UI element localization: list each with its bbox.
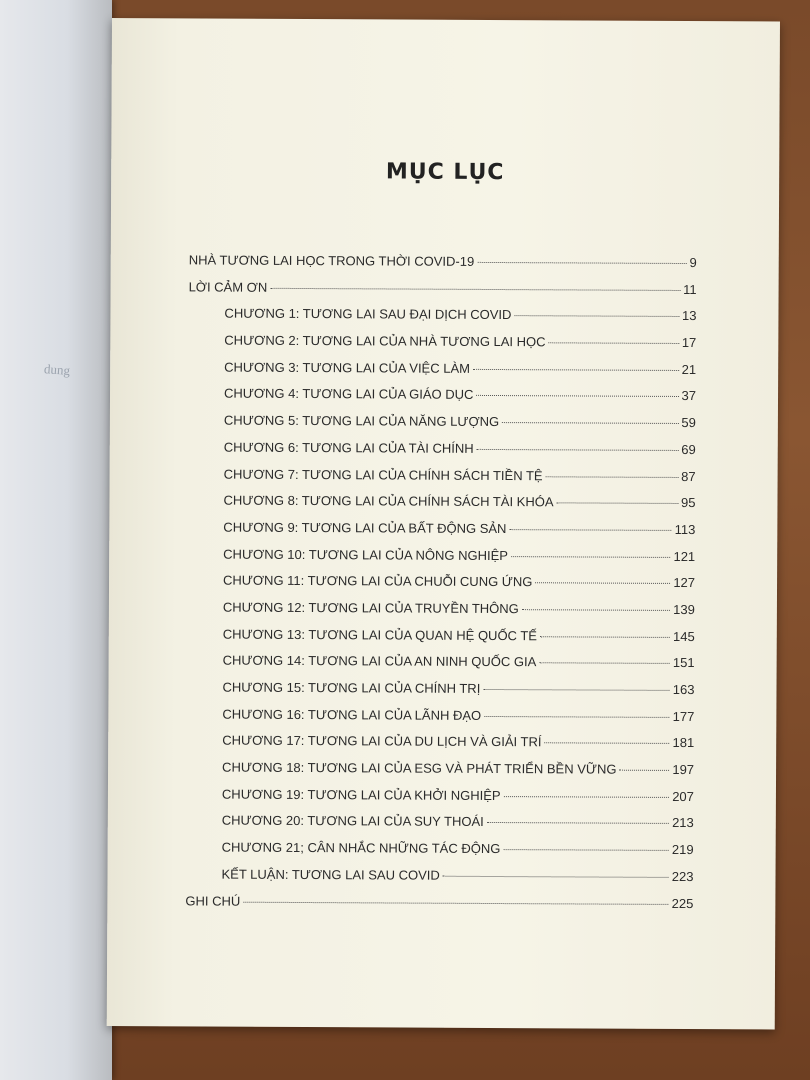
dot-leader: [535, 582, 670, 584]
toc-entry-label: CHƯƠNG 12: TƯƠNG LAI CỦA TRUYỀN THÔNG: [222, 599, 519, 617]
toc-entry-page-number: 95: [680, 495, 696, 511]
toc-entry: [188, 332, 696, 361]
toc-entry-page-number: 213: [672, 815, 694, 831]
toc-entry: [186, 706, 694, 735]
toc-entry-page-number: 181: [672, 735, 695, 751]
toc-entry-label: CHƯƠNG 17: TƯƠNG LAI CỦA DU LỊCH VÀ GIẢI TRÍ: [222, 732, 542, 750]
toc-entry: [187, 653, 695, 682]
dot-leader: [477, 449, 679, 451]
bleed-through-text: dung: [43, 361, 71, 378]
toc-entry: [187, 546, 695, 575]
toc-entry-label: CHƯƠNG 7: TƯƠNG LAI CỦA CHÍNH SÁCH TIỀN TỆ: [223, 466, 543, 483]
dot-leader: [487, 822, 669, 824]
toc-entry: [188, 466, 696, 495]
toc-entry-page-number: 177: [672, 708, 695, 724]
toc-entry-label: CHƯƠNG 4: TƯƠNG LAI CỦA GIÁO DỤC: [223, 386, 474, 403]
toc-entry: [186, 733, 694, 762]
toc-entry-label: CHƯƠNG 16: TƯƠNG LAI CỦA LÃNH ĐẠO: [222, 706, 482, 723]
toc-entry: [187, 599, 695, 628]
dot-leader: [504, 796, 670, 798]
book-page: [107, 18, 780, 1029]
toc-entry: [188, 359, 696, 388]
table-of-contents: [185, 252, 696, 922]
toc-entry-label: CHƯƠNG 19: TƯƠNG LAI CỦA KHỞI NGHIỆP: [221, 786, 501, 803]
toc-entry: [185, 893, 693, 922]
toc-entry: [187, 626, 695, 655]
toc-entry-page-number: 121: [673, 548, 696, 564]
dot-leader: [484, 716, 669, 718]
toc-entry-page-number: 225: [671, 895, 694, 911]
facing-page: [0, 0, 112, 1080]
toc-entry-label: GHI CHÚ: [185, 892, 241, 909]
dot-leader: [544, 743, 669, 745]
toc-entry: [187, 573, 695, 602]
dot-leader: [243, 901, 668, 904]
toc-entry-page-number: 11: [683, 281, 697, 297]
toc-entry: [186, 786, 694, 815]
dot-leader: [270, 288, 680, 291]
toc-entry-page-number: 207: [672, 788, 694, 804]
toc-entry-page-number: 151: [672, 655, 695, 671]
toc-entry-page-number: 223: [671, 868, 694, 884]
toc-entry-label: CHƯƠNG 6: TƯƠNG LAI CỦA TÀI CHÍNH: [223, 439, 474, 456]
toc-entry-label: NHÀ TƯƠNG LAI HỌC TRONG THỜI COVID-19: [188, 252, 475, 269]
toc-entry-page-number: 197: [672, 762, 695, 778]
dot-leader: [619, 770, 669, 771]
toc-entry-label: CHƯƠNG 21; CÂN NHẮC NHỮNG TÁC ĐỘNG: [221, 839, 501, 857]
toc-entry-label: CHƯƠNG 3: TƯƠNG LAI CỦA VIỆC LÀM: [224, 359, 471, 376]
dot-leader: [514, 315, 679, 317]
dot-leader: [540, 636, 670, 638]
toc-entry-label: CHƯƠNG 10: TƯƠNG LAI CỦA NÔNG NGHIỆP: [223, 546, 509, 563]
toc-entry-page-number: 113: [674, 521, 696, 537]
toc-entry-page-number: 69: [681, 441, 696, 457]
toc-entry-label: CHƯƠNG 1: TƯƠNG LAI SAU ĐẠI DỊCH COVID: [224, 305, 512, 323]
toc-entry-page-number: 87: [681, 468, 696, 484]
toc-entry-page-number: 219: [671, 842, 694, 858]
toc-entry-page-number: 13: [681, 308, 697, 324]
dot-leader: [511, 556, 670, 558]
toc-entry: [188, 279, 696, 308]
toc-entry-label: CHƯƠNG 20: TƯƠNG LAI CỦA SUY THOÁI: [221, 813, 484, 830]
toc-entry: [187, 493, 695, 522]
toc-entry-page-number: 139: [673, 601, 695, 617]
dot-leader: [502, 422, 678, 424]
dot-leader: [522, 609, 670, 611]
toc-entry: [186, 813, 694, 842]
toc-entry-page-number: 163: [672, 681, 695, 698]
toc-entry: [188, 439, 696, 468]
dot-leader: [443, 876, 669, 878]
toc-entry-page-number: 145: [673, 628, 695, 644]
toc-entry: [189, 252, 697, 281]
toc-entry: [188, 306, 696, 335]
toc-entry-page-number: 21: [681, 361, 697, 377]
dot-leader: [509, 529, 671, 531]
dot-leader: [557, 503, 678, 505]
toc-entry: [186, 840, 694, 869]
toc-entry-page-number: 17: [681, 335, 697, 351]
page-title: MỤC LỤC: [385, 159, 505, 186]
dot-leader: [476, 395, 678, 397]
toc-entry-label: CHƯƠNG 14: TƯƠNG LAI CỦA AN NINH QUỐC GIA: [222, 652, 537, 670]
toc-entry-page-number: 37: [681, 388, 697, 404]
toc-entry-label: LỜI CẢM ƠN: [188, 279, 268, 295]
dot-leader: [546, 476, 679, 478]
dot-leader: [473, 369, 679, 371]
dot-leader: [539, 663, 670, 665]
toc-entry: [185, 866, 693, 895]
dot-leader: [549, 342, 679, 344]
toc-entry: [188, 413, 696, 442]
toc-entry-label: CHƯƠNG 5: TƯƠNG LAI CỦA NĂNG LƯỢNG: [223, 412, 500, 430]
toc-entry-label: CHƯƠNG 9: TƯƠNG LAI CỦA BẤT ĐỘNG SẢN: [223, 519, 507, 536]
toc-entry-label: CHƯƠNG 8: TƯƠNG LAI CỦA CHÍNH SÁCH TÀI KHÓA: [223, 492, 554, 510]
toc-entry-page-number: 127: [673, 575, 696, 591]
toc-entry-label: CHƯƠNG 13: TƯƠNG LAI CỦA QUAN HỆ QUỐC TẾ: [222, 626, 538, 643]
toc-entry-label: KẾT LUẬN: TƯƠNG LAI SAU COVID: [221, 866, 440, 883]
toc-entry: [188, 386, 696, 415]
toc-entry-label: CHƯƠNG 18: TƯƠNG LAI CỦA ESG VÀ PHÁT TRIỂN BỀN VỮNG: [222, 759, 617, 777]
toc-entry-label: CHƯƠNG 11: TƯƠNG LAI CỦA CHUỖI CUNG ỨNG: [223, 572, 533, 590]
toc-entry-page-number: 59: [681, 415, 696, 431]
toc-entry-label: CHƯƠNG 2: TƯƠNG LAI CỦA NHÀ TƯƠNG LAI HỌC: [224, 332, 546, 350]
dot-leader: [477, 262, 686, 264]
toc-entry: [186, 759, 694, 788]
dot-leader: [503, 849, 669, 851]
dot-leader: [483, 689, 669, 691]
toc-entry-page-number: 9: [689, 255, 697, 271]
toc-entry: [187, 519, 695, 548]
toc-entry: [186, 679, 694, 708]
toc-entry-label: CHƯƠNG 15: TƯƠNG LAI CỦA CHÍNH TRỊ: [222, 679, 481, 696]
